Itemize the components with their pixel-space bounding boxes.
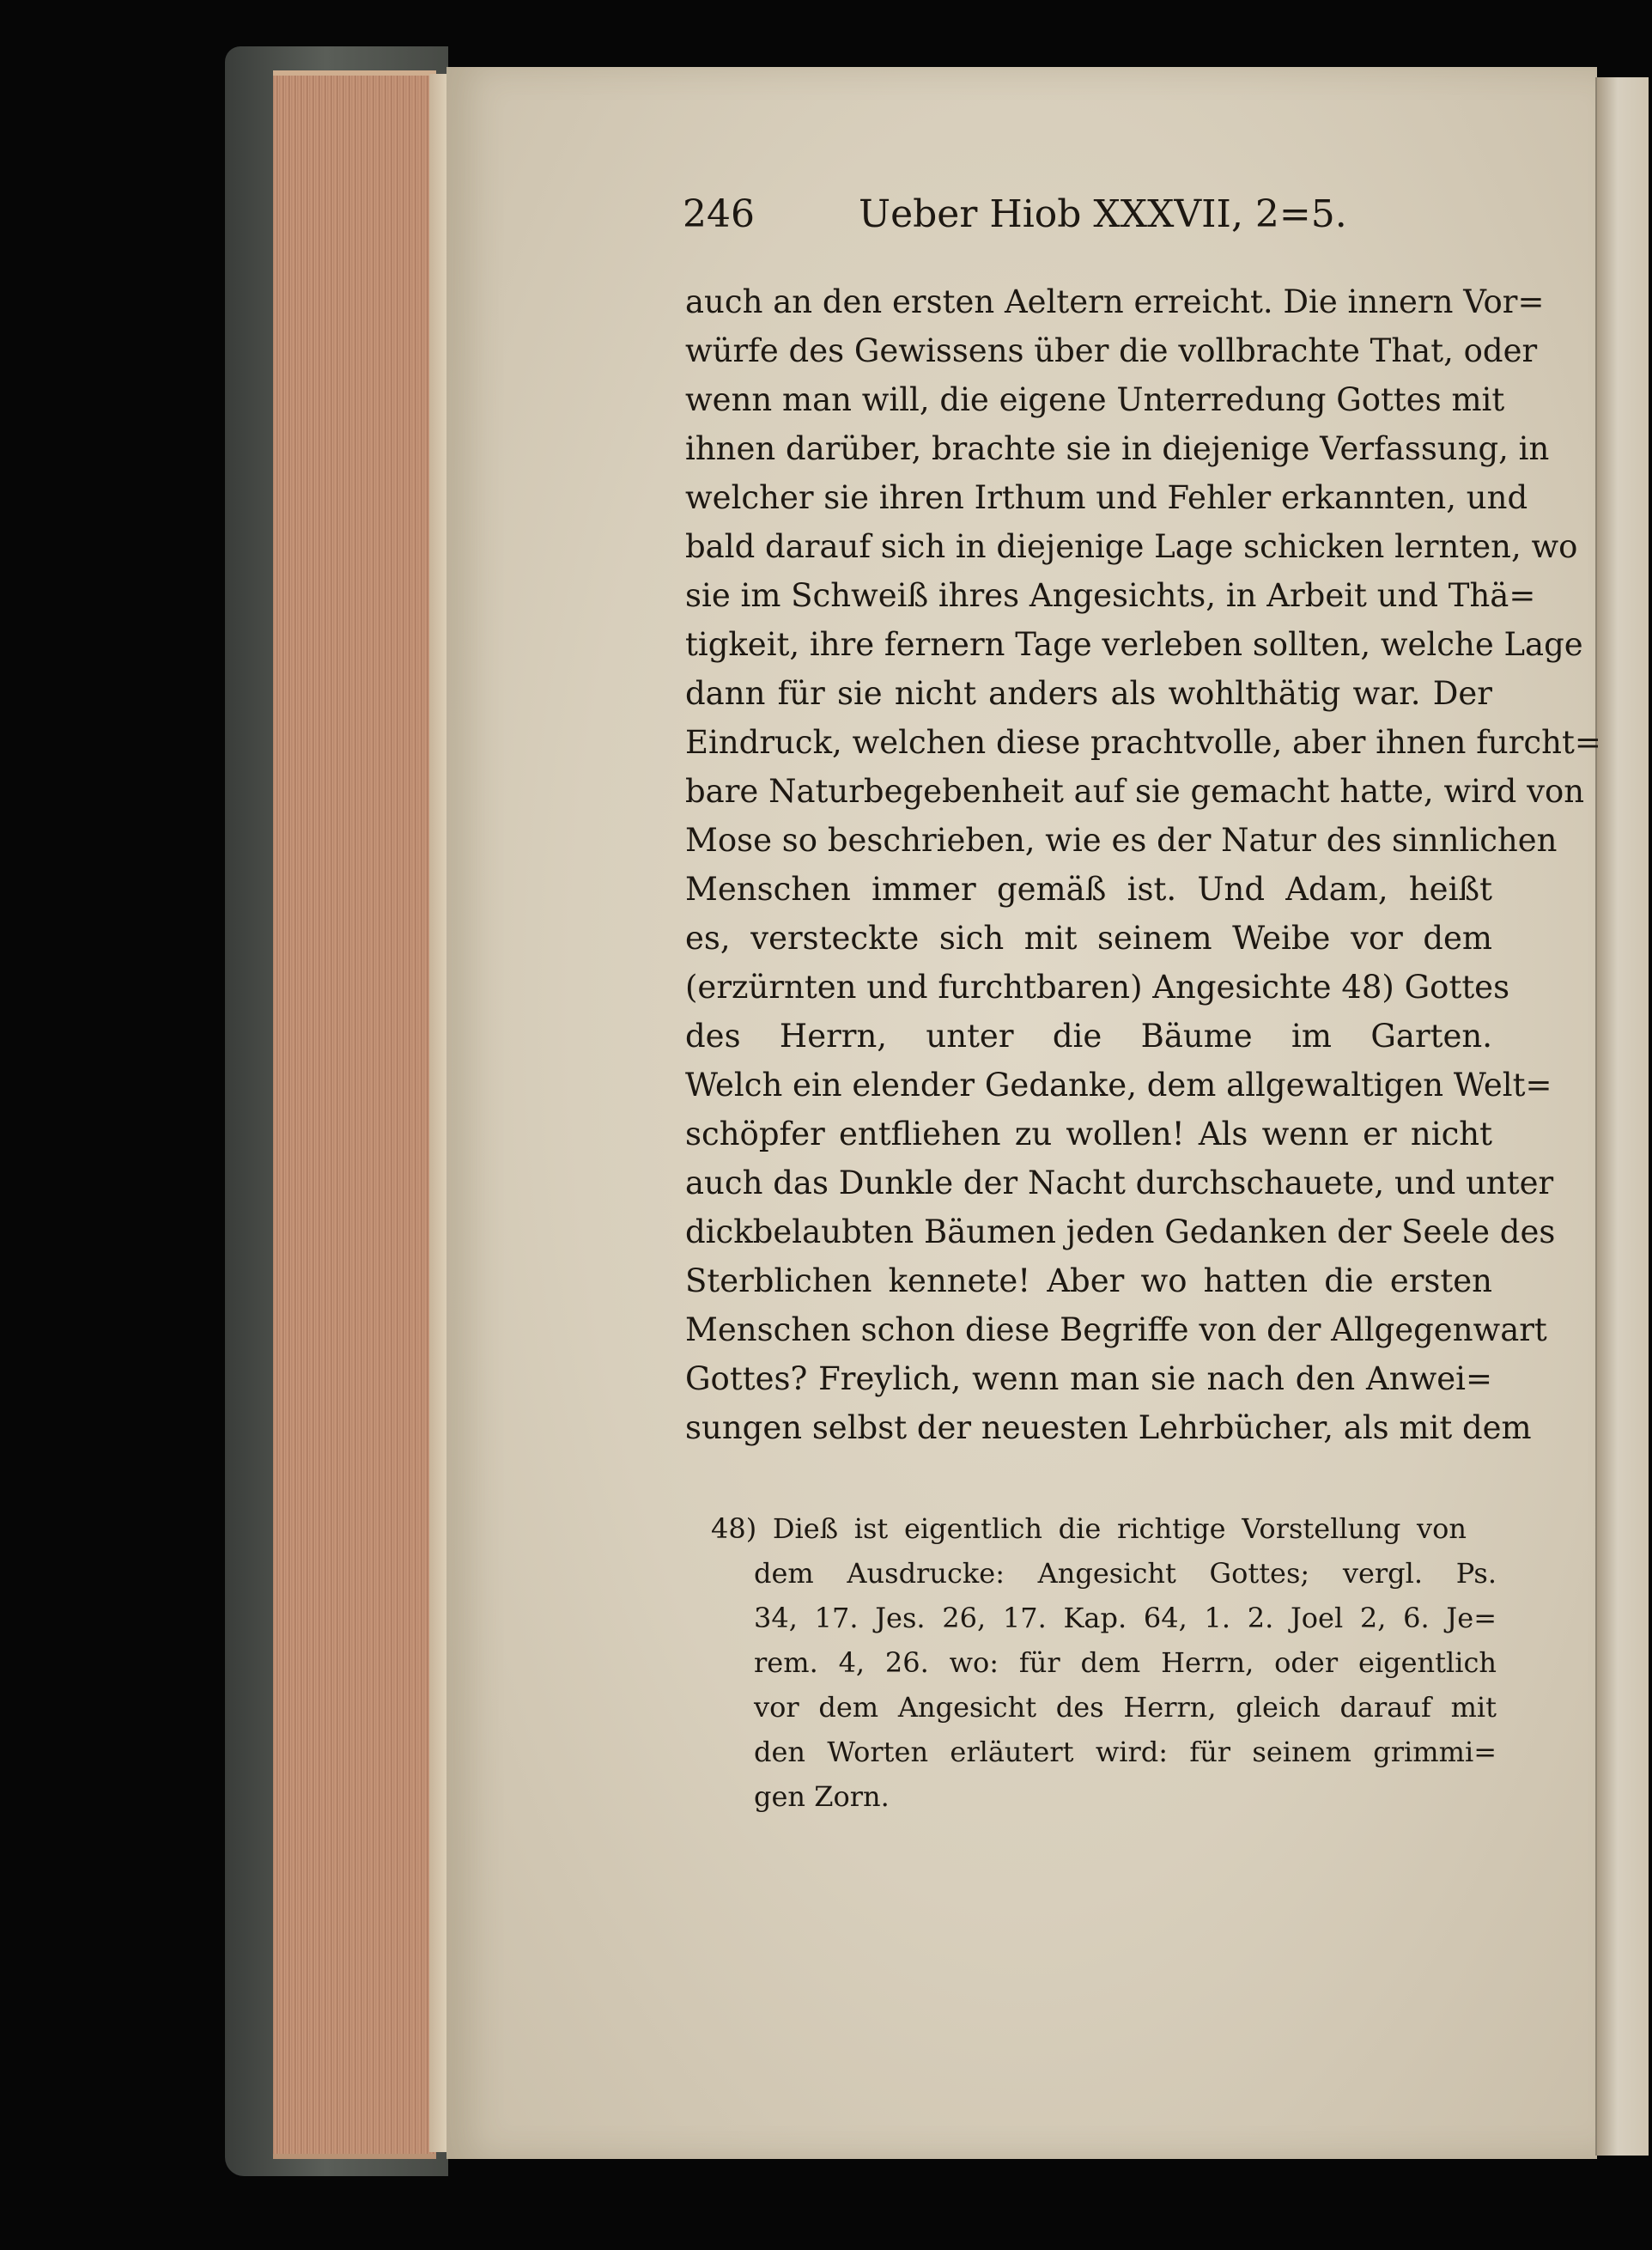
footnote-line: 48) Dieß ist eigentlich die richtige Vorstellung von xyxy=(711,1512,1467,1545)
page-number: 246 xyxy=(683,192,755,236)
body-line: Gottes? Freylich, wenn man sie nach den Anwei= xyxy=(685,1360,1492,1397)
body-line: Eindruck, welchen diese prachtvolle, aber ihnen furcht= xyxy=(685,724,1601,761)
body-line: bare Naturbegebenheit auf sie gemacht hatte, wird von xyxy=(685,773,1585,810)
body-line: Menschen schon diese Begriffe von der Allgegenwart xyxy=(685,1311,1547,1348)
body-line: auch an den ersten Aeltern erreicht. Die innern Vor= xyxy=(685,283,1545,320)
footnote-line: rem. 4, 26. wo: für dem Herrn, oder eigentlich xyxy=(754,1646,1497,1679)
body-line: (erzürnten und furchtbaren) Angesichte 48) Gottes xyxy=(685,969,1510,1006)
body-line: bald darauf sich in diejenige Lage schicken lernten, wo xyxy=(685,528,1578,565)
footnote-line: 34, 17. Jes. 26, 17. Kap. 64, 1. 2. Joel 2, 6. Je= xyxy=(754,1602,1497,1634)
body-line: ihnen darüber, brachte sie in diejenige Verfassung, in xyxy=(685,430,1550,467)
body-line: Mose so beschrieben, wie es der Natur des sinnlichen xyxy=(685,822,1558,859)
body-line: welcher sie ihren Irthum und Fehler erkannten, und xyxy=(685,479,1528,516)
body-line: tigkeit, ihre fernern Tage verleben sollten, welche Lage xyxy=(685,626,1583,663)
footnote-line: dem Ausdrucke: Angesicht Gottes; vergl. Ps. xyxy=(754,1557,1497,1590)
body-line: dann für sie nicht anders als wohlthätig war. Der xyxy=(685,675,1492,712)
body-line: würfe des Gewissens über die vollbrachte That, oder xyxy=(685,332,1538,369)
footnote-line: gen Zorn. xyxy=(754,1780,890,1813)
body-line: des Herrn, unter die Bäume im Garten. xyxy=(685,1018,1492,1055)
body-line: Menschen immer gemäß ist. Und Adam, heißt xyxy=(685,871,1492,908)
body-line: dickbelaubten Bäumen jeden Gedanken der Seele des xyxy=(685,1213,1556,1250)
footnote-line: vor dem Angesicht des Herrn, gleich darauf mit xyxy=(754,1691,1497,1724)
body-line: Welch ein elender Gedanke, dem allgewaltigen Welt= xyxy=(685,1067,1552,1104)
body-line: auch das Dunkle der Nacht durchschauete, und unter xyxy=(685,1165,1554,1201)
body-line: es, versteckte sich mit seinem Weibe vor dem xyxy=(685,920,1492,957)
page-header xyxy=(683,189,1387,240)
footnote-line: den Worten erläutert wird: für seinem grimmi= xyxy=(754,1736,1497,1768)
running-title: Ueber Hiob XXXVII, 2=5. xyxy=(859,192,1347,236)
body-line: wenn man will, die eigene Unterredung Gottes mit xyxy=(685,381,1505,418)
body-line: schöpfer entfliehen zu wollen! Als wenn er nicht xyxy=(685,1116,1492,1152)
body-line: Sterblichen kennete! Aber wo hatten die ersten xyxy=(685,1262,1492,1299)
body-line: sie im Schweiß ihres Angesichts, in Arbeit und Thä= xyxy=(685,577,1536,614)
body-line: sungen selbst der neuesten Lehrbücher, als mit dem xyxy=(685,1409,1532,1446)
